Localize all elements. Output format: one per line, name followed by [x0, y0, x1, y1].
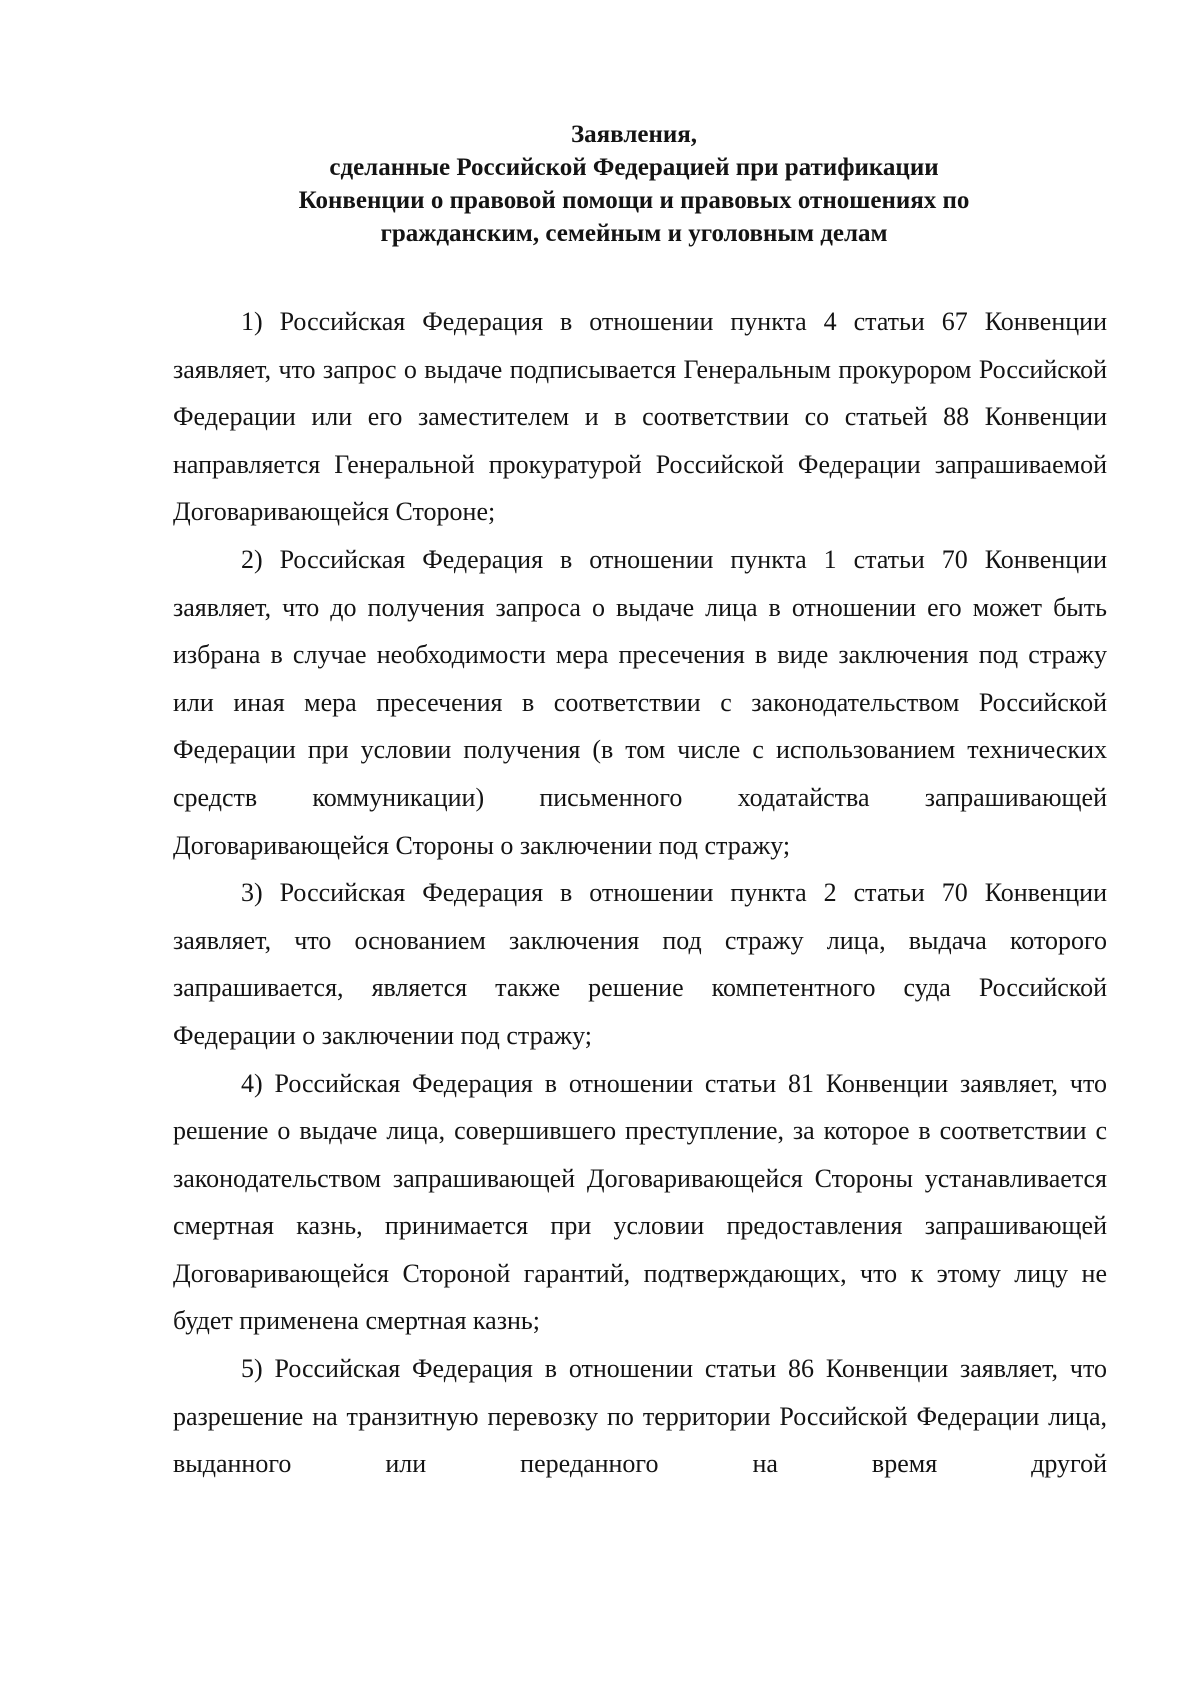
paragraph-5: 5) Российская Федерация в отношении статьи 86 Конвенции заявляет, что разрешение на транзитную перевозку по территории Российской Федерации лица, выданного или переданного на время другой	[173, 1354, 1107, 1479]
document-subtitle-line-1: сделанные Российской Федерацией при ратификации	[329, 154, 939, 181]
document-heading	[160, 118, 1108, 250]
paragraph-1: 1) Российская Федерация в отношении пункта 4 статьи 67 Конвенции заявляет, что запрос о выдаче подписывается Генеральным прокурором Российской Федерации или его заместителем и в соответствии со статьей 88 Конвенции направляется Генеральной прокуратурой Российской Федерации запрашиваемой Договаривающейся Стороне;	[173, 307, 1107, 527]
document-body	[173, 298, 1107, 1488]
document-subtitle-line-3: гражданским, семейным и уголовным делам	[380, 220, 888, 247]
paragraph-4: 4) Российская Федерация в отношении статьи 81 Конвенции заявляет, что решение о выдаче лица, совершившего преступление, за которое в соответствии с законодательством запрашивающей Договаривающейся Стороны устанавливается смертная казнь, принимается при условии предоставления запрашивающей Договаривающейся Стороной гарантий, подтверждающих, что к этому лицу не будет применена смертная казнь;	[173, 1068, 1107, 1336]
paragraph-3: 3) Российская Федерация в отношении пункта 2 статьи 70 Конвенции заявляет, что основанием заключения под стражу лица, выдача которого запрашивается, является также решение компетентного суда Российской Федерации о заключении под стражу;	[173, 878, 1107, 1050]
paragraph-2: 2) Российская Федерация в отношении пункта 1 статьи 70 Конвенции заявляет, что до получения запроса о выдаче лица в отношении его может быть избрана в случае необходимости мера пресечения в виде заключения под стражу или иная мера пресечения в соответствии с законодательством Российской Федерации при условии получения (в том числе с использованием технических средств коммуникации) письменного ходатайства запрашивающей Договаривающейся Стороны о заключении под стражу;	[173, 544, 1107, 860]
document-subtitle-line-2: Конвенции о правовой помощи и правовых отношениях по	[298, 187, 970, 214]
document-title: Заявления,	[570, 121, 698, 148]
